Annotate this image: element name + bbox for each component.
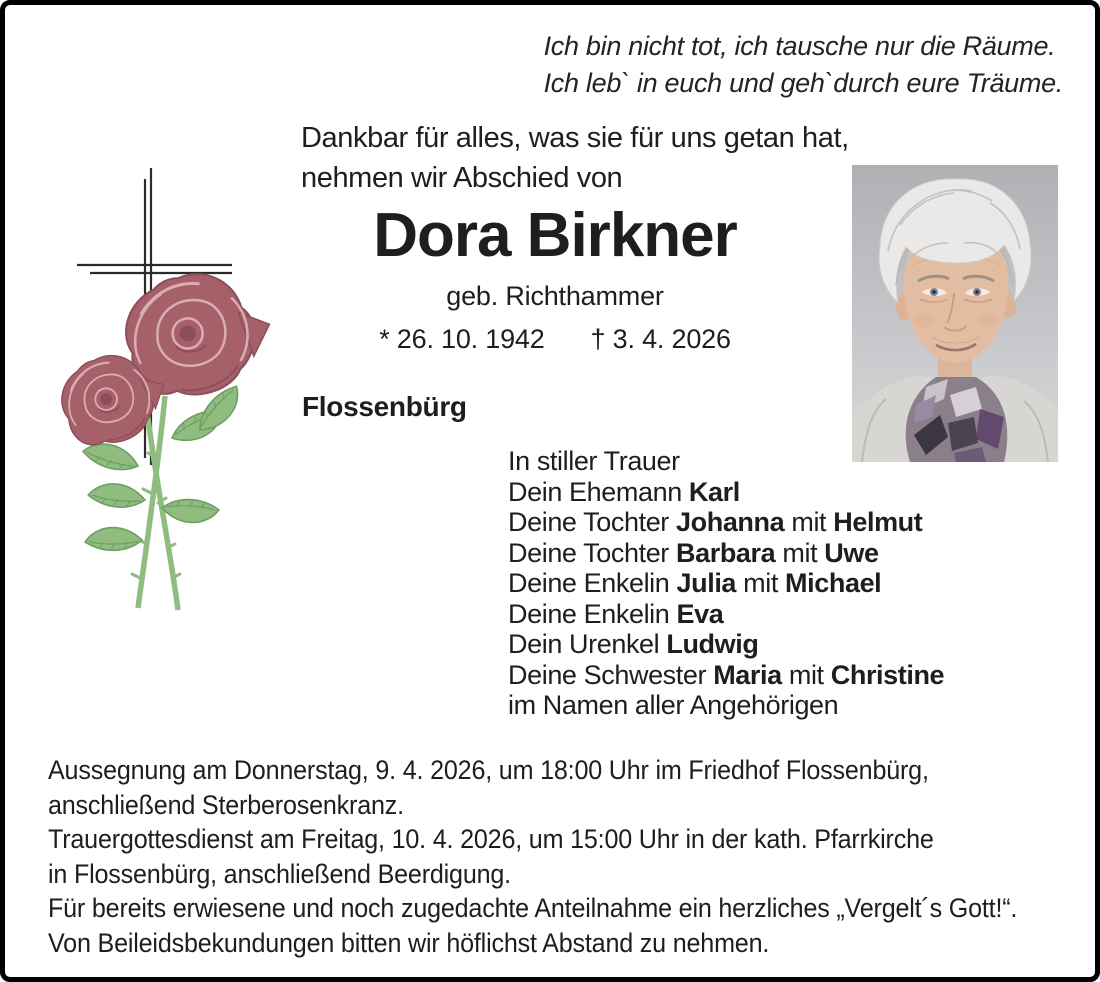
footer-lines (48, 753, 1080, 960)
footer-line: Von Beileidsbekundungen bitten wir höflichst Abstand zu nehmen. (48, 927, 770, 958)
death-date: † 3. 4. 2026 (590, 324, 731, 354)
mourner-line: Deine Enkelin Julia mit Michael (508, 568, 882, 598)
deceased-name: Dora Birkner (373, 201, 737, 270)
mourner-line: Deine Tochter Barbara mit Uwe (508, 537, 879, 568)
cross-and-roses-icon (50, 148, 300, 618)
footer-line: in Flossenbürg, anschließend Beerdigung. (48, 858, 511, 889)
mourners-block (508, 446, 944, 721)
intro-text (301, 118, 849, 198)
deceased-block (300, 203, 810, 355)
mourner-line: Deine Tochter Johanna mit Helmut (508, 507, 923, 537)
memorial-quote (544, 28, 1063, 102)
life-dates (300, 324, 810, 355)
maiden-name: geb. Richthammer (446, 281, 664, 311)
birth-date: * 26. 10. 1942 (379, 324, 545, 354)
mourners-closing: im Namen aller Angehörigen (508, 690, 839, 720)
footer-line: anschließend Sterberosenkranz. (48, 789, 404, 820)
mourner-line: Dein Ehemann Karl (508, 476, 740, 507)
intro-line-2: nehmen wir Abschied von (301, 162, 623, 194)
mourner-lines (508, 477, 944, 691)
memorial-quote-line-2: Ich leb` in euch und geh`durch eure Träume. (543, 68, 1063, 98)
memorial-quote-line-1: Ich bin nicht tot, ich tausche nur die Räume. (543, 31, 1056, 61)
portrait-photo (852, 165, 1058, 462)
footer-line: Aussegnung am Donnerstag, 9. 4. 2026, um 18:00 Uhr im Friedhof Flossenbürg, (48, 755, 929, 785)
mourner-line: Deine Enkelin Eva (508, 598, 724, 629)
footer-line: Für bereits erwiesene und noch zugedachte Anteilnahme ein herzliches „Vergelt´s Gott!“. (48, 893, 1018, 923)
service-details (48, 753, 1080, 960)
intro-line-1: Dankbar für alles, was sie für uns getan hat, (301, 122, 849, 154)
footer-line: Trauergottesdienst am Freitag, 10. 4. 2026, um 15:00 Uhr in der kath. Pfarrkirche (48, 824, 934, 854)
mourner-line: Dein Urenkel Ludwig (508, 629, 759, 659)
mourner-line: Deine Schwester Maria mit Christine (508, 659, 945, 690)
place-name: Flossenbürg (302, 391, 467, 422)
mourners-header: In stiller Trauer (508, 446, 680, 476)
